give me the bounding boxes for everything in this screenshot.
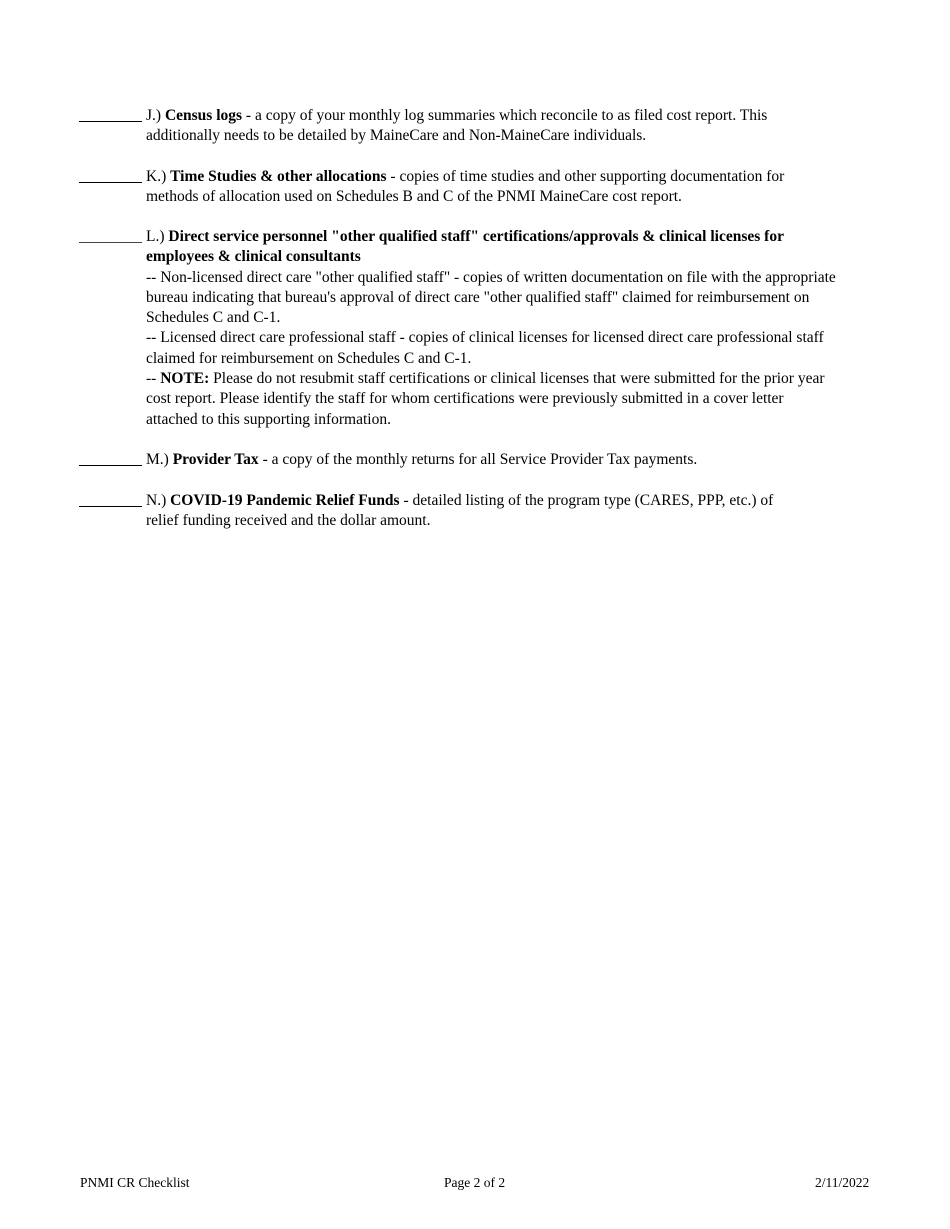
checkbox-blank-line[interactable] [79,182,142,183]
checkbox-blank-line[interactable] [79,242,142,243]
item-title: Provider Tax [172,451,259,468]
item-title: Census logs [164,107,243,124]
checkbox-blank-line[interactable] [79,465,142,466]
checkbox-blank-line[interactable] [79,121,142,122]
subpoint-note: -- NOTE: Please do not resubmit staff certifications or clinical licenses that were submitted for the prior year cost report. Please identify the staff for whom certifications were previously submitted in a cover letter attached to this supporting information. [146,370,825,428]
checkbox-blank-line[interactable] [79,506,142,507]
item-text: J.) Census logs - a copy of your monthly log summaries which reconcile to as filed cost report. This additionally needs to be detailed by MaineCare and Non-MaineCare individuals. [146,107,768,145]
checklist-item-m [79,450,839,470]
footer-page-number: Page 2 of 2 [444,1175,506,1190]
item-subpoints [146,268,839,430]
checklist-item-l [79,227,839,430]
item-text: K.) Time Studies & other allocations - copies of time studies and other supporting documentation for methods of allocation used on Schedules B and C of the PNMI MaineCare cost report. [146,168,785,206]
item-text: M.) Provider Tax - a copy of the monthly returns for all Service Provider Tax payments. [146,451,698,468]
footer-date: 2/11/2022 [815,1175,870,1190]
subpoint-licensed: -- Licensed direct care professional staff - copies of clinical licenses for licensed direct care professional staff claimed for reimbursement on Schedules C and C-1. [146,329,824,367]
item-title: Time Studies & other allocations [170,168,387,185]
checklist-item-k [79,167,839,208]
item-text: L.) Direct service personnel "other qualified staff" certifications/approvals & clinical licenses for employees & clinical consultants [146,228,784,266]
item-title: COVID-19 Pandemic Relief Funds [170,492,400,509]
item-text: N.) COVID-19 Pandemic Relief Funds - detailed listing of the program type (CARES, PPP, etc.) of relief funding received and the dollar amount. [146,492,774,530]
checklist-item-j [79,106,839,147]
checklist-item-n [79,491,839,532]
footer-doc-title: PNMI CR Checklist [80,1175,190,1190]
subpoint-non-licensed: -- Non-licensed direct care "other qualified staff" - copies of written documentation on file with the appropriate bureau indicating that bureau's approval of direct care "other qualified staff" claimed for reimbursement on Schedules C and C-1. [146,268,836,327]
item-title: Direct service personnel "other qualified staff" certifications/approvals & clinical licenses for employees & clinical consultants [146,228,784,266]
